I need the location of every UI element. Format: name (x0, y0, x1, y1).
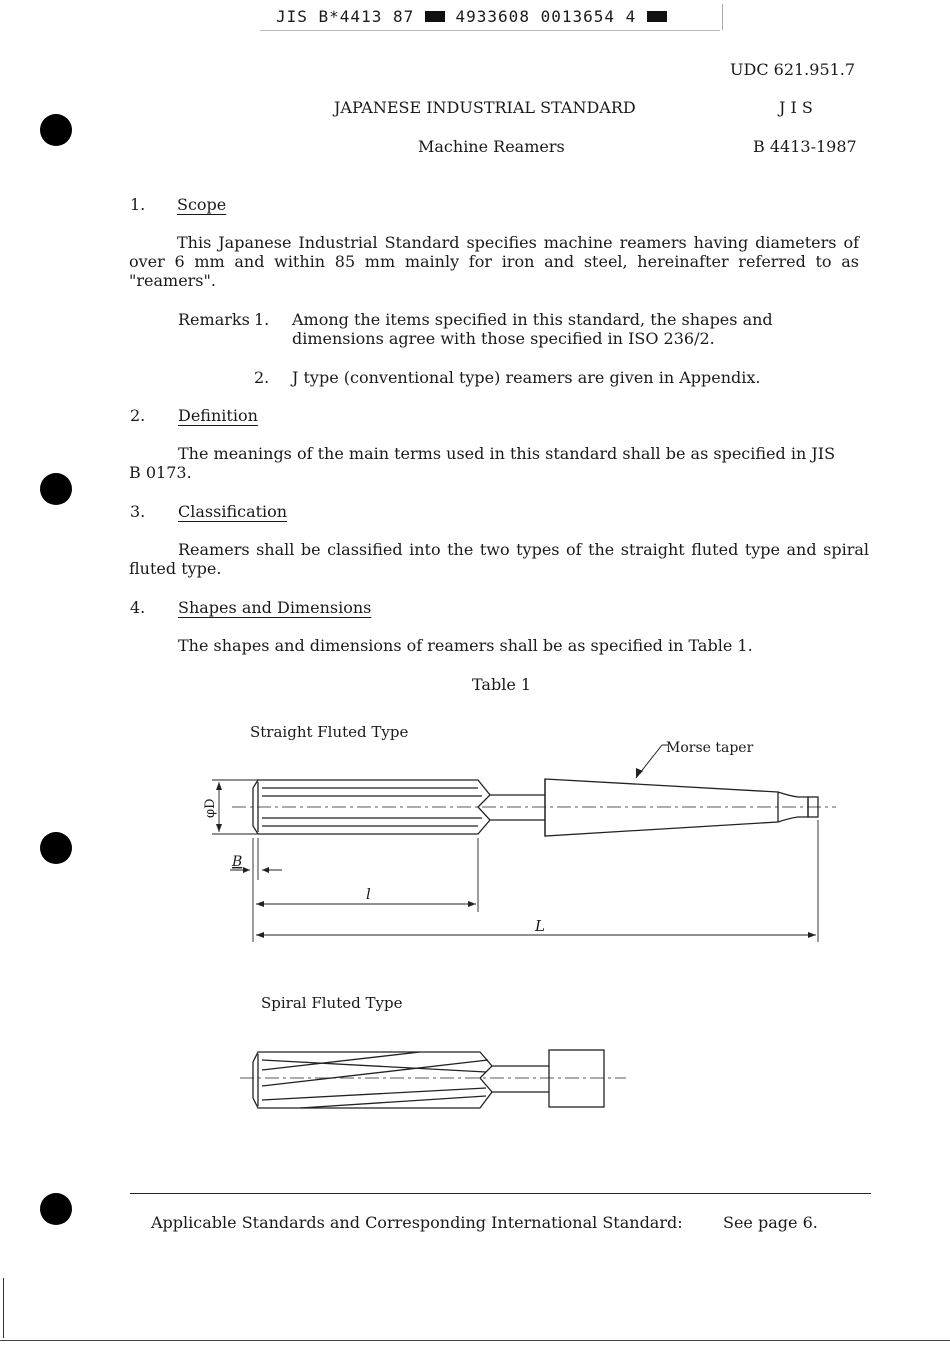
remark-1-text: Among the items specified in this standard, the shapes and dimensions agree with those specified in ISO 236/2. (292, 310, 773, 348)
section-2-number: 2. (130, 406, 146, 425)
scan-edge-left (3, 1278, 4, 1338)
dim-B-label: B (232, 854, 243, 870)
section-4-title: Shapes and Dimensions (178, 598, 372, 617)
spiral-body-outline (253, 1052, 492, 1108)
jis-mark: J I S (779, 98, 813, 117)
section-1-number: 1. (130, 195, 146, 214)
straight-fluted-label: Straight Fluted Type (250, 723, 409, 741)
scan-edge-bottom (0, 1340, 950, 1341)
remark-2-number: 2. (254, 368, 270, 387)
header-code-left: JIS B*4413 87 (276, 7, 415, 26)
footer-text: Applicable Standards and Corresponding International Standard: (151, 1213, 683, 1232)
header-code-right: 4933608 0013654 4 (455, 7, 637, 26)
section-2-text: The meanings of the main terms used in this standard shall be as specified in JIS B 0173. (129, 444, 836, 482)
spiral-flute-line (300, 1096, 486, 1108)
document-title: Machine Reamers (418, 137, 565, 156)
section-1-text: This Japanese Industrial Standard specifies machine reamers having diameters of over 6 mm and within 85 mm mainly for iron and steel, hereinafter referred to as "reamers". (129, 233, 859, 290)
dim-phiD-label: φD (203, 798, 218, 818)
remarks-label: Remarks (178, 310, 250, 329)
standard-number: B 4413-1987 (753, 137, 857, 156)
remark-1-number: 1. (254, 310, 270, 329)
section-1-title: Scope (177, 195, 227, 214)
footer-rule (130, 1193, 871, 1194)
section-3-text: Reamers shall be classified into the two types of the straight fluted type and spiral fluted type. (129, 540, 869, 578)
section-2-title: Definition (178, 406, 258, 425)
footer-ref: See page 6. (723, 1213, 818, 1232)
morse-taper-label: Morse taper (666, 740, 754, 756)
shank-outline (549, 1050, 604, 1107)
organization-title: JAPANESE INDUSTRIAL STANDARD (334, 98, 636, 117)
dim-l-label: l (366, 885, 371, 903)
remark-2-text: J type (conventional type) reamers are given in Appendix. (292, 368, 761, 387)
section-3-number: 3. (130, 502, 146, 521)
dim-L-label: L (535, 917, 545, 935)
section-4-number: 4. (130, 598, 146, 617)
udc-code: UDC 621.951.7 (730, 60, 856, 79)
spiral-flute-line (262, 1060, 488, 1086)
section-4-body: The shapes and dimensions of reamers shall be as specified in Table 1. (178, 636, 753, 655)
spiral-fluted-label: Spiral Fluted Type (261, 994, 403, 1012)
table-caption: Table 1 (472, 675, 532, 694)
section-3-title: Classification (178, 502, 288, 521)
